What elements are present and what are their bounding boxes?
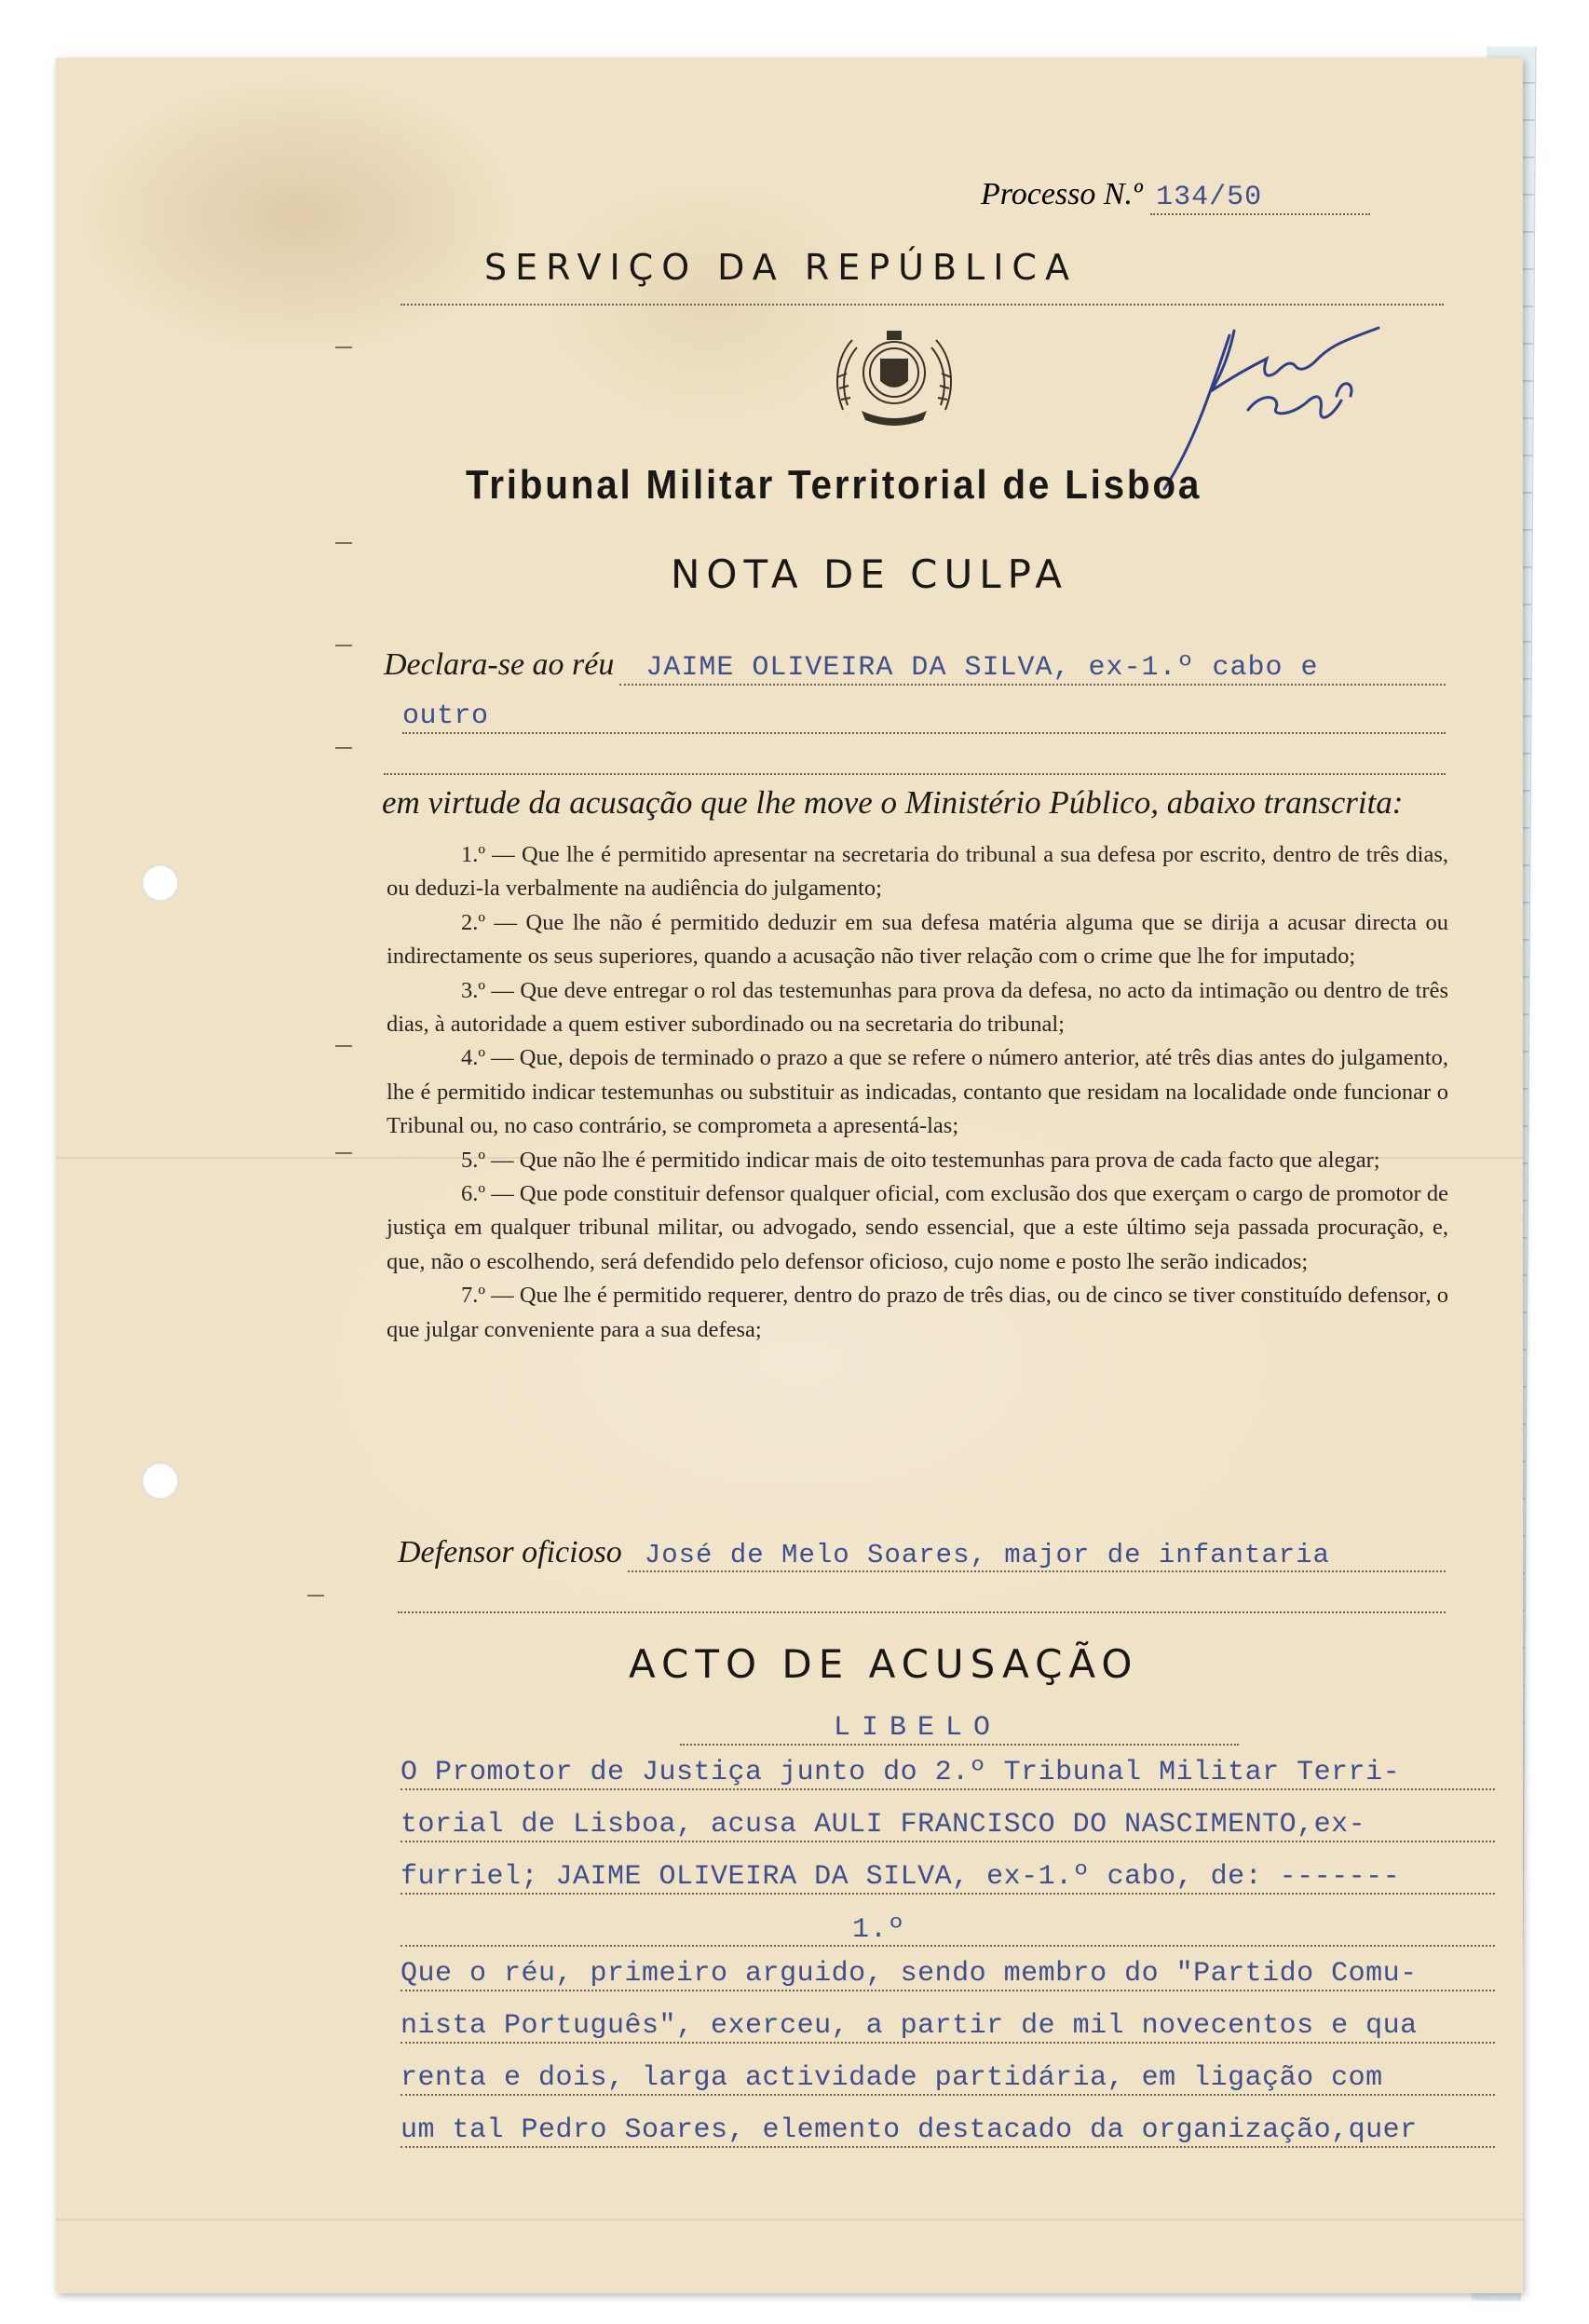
reu-name-line2: outro [402, 700, 1446, 734]
dotted-rule [680, 1744, 1239, 1746]
intro-line-2: torial de Lisboa, acusa AULI FRANCISCO DO NASCIMENTO,ex- [401, 1809, 1495, 1842]
defensor-row [398, 1535, 1446, 1572]
defensor-label: Defensor oficioso [398, 1535, 622, 1570]
rights-paragraphs [387, 838, 1448, 1347]
paragraph-3: 3.º — Que deve entregar o rol das testemunhas para prova da defesa, no acto da intimação ou dentro de três dias, à autoridade a quem estiver subordinado ou na secretaria do tribunal; [387, 977, 1448, 1038]
paragraph-6: 6.º — Que pode constituir defensor qualquer oficial, com exclusão dos que exerçam o cargo de promotor de justiça em qualquer tribunal militar, ou advogado, sendo essencial, que a este último seja passada procuração, e, que, não o escolhendo, será defendido pelo defensor oficioso, cujo nome e posto lhe serão indicados; [387, 1181, 1448, 1274]
section-number: 1.º [852, 1914, 906, 1946]
paragraph-1: 1.º — Que lhe é permitido apresentar na secretaria do tribunal a sua defesa por escrito, dentro de três dias, ou deduzi-la verbalmente na audiência do julgamento; [387, 842, 1448, 902]
paragraph-7: 7.º — Que lhe é permitido requerer, dentro do prazo de três dias, ou de cinco se tiver constituído defensor, o que julgar conveniente para a sua defesa; [387, 1283, 1448, 1342]
margin-mark [335, 747, 352, 749]
margin-mark [335, 1152, 352, 1154]
margin-mark [335, 347, 352, 348]
body-line-1: Que o réu, primeiro arguido, sendo membro do "Partido Comu- [401, 1958, 1495, 1991]
body-line-4: um tal Pedro Soares, elemento destacado da organização,quer [401, 2114, 1495, 2148]
paragraph-5: 5.º — Que não lhe é permitido indicar mais de oito testemunhas para prova de cada facto que alegar; [461, 1147, 1380, 1173]
body-line-3: renta e dois, larga actividade partidária, em ligação com [401, 2062, 1495, 2096]
processo-value: 134/50 [1150, 182, 1370, 215]
coat-of-arms-icon [824, 321, 964, 433]
dotted-rule [401, 1945, 1495, 1947]
margin-mark [335, 1045, 352, 1047]
paragraph-2: 2.º — Que lhe não é permitido deduzir em sua defesa matéria alguma que se dirija a acusar directa ou indirectamente os seus superiores, quando a acusação não tiver relação com o crime que lhe for imputado; [387, 909, 1448, 970]
processo-label: Processo N.º [981, 177, 1143, 211]
intro-line-1: O Promotor de Justiça junto do 2.º Tribunal Militar Terri- [401, 1757, 1495, 1790]
margin-mark [335, 645, 352, 646]
margin-mark [335, 542, 352, 544]
margin-mark [307, 1595, 324, 1597]
acto-title: ACTO DE ACUSAÇÃO [629, 1641, 1139, 1687]
accusation-intro: em virtude da acusação que lhe move o Ministério Público, abaixo transcrita: [382, 784, 1404, 821]
processo-number [981, 177, 1370, 215]
tribunal-name: Tribunal Militar Territorial de Lisboa [466, 462, 1202, 508]
dotted-rule [398, 1611, 1446, 1613]
paragraph-4: 4.º — Que, depois de terminado o prazo a que se refere o número anterior, até três dias antes do julgamento, lhe é permitido indicar testemunhas ou substituir as indicadas, contanto que residam na localidade onde funcionar o Tribunal ou, no caso contrário, se comprometa a apresentá-las; [387, 1045, 1448, 1139]
declara-label: Declara-se ao réu [384, 647, 615, 682]
declara-row [384, 647, 1446, 686]
reu-name-line1: JAIME OLIVEIRA DA SILVA, ex-1.º cabo e [619, 652, 1446, 686]
fold-line [56, 2219, 1523, 2221]
servico-heading: SERVIÇO DA REPÚBLICA [484, 247, 1078, 288]
dotted-rule [401, 304, 1444, 306]
dotted-rule [384, 773, 1446, 775]
defensor-value: José de Melo Soares, major de infantaria [628, 1540, 1446, 1572]
punch-hole [142, 864, 179, 902]
libelo-subtitle: LIBELO [834, 1712, 1002, 1744]
intro-line-3: furriel; JAIME OLIVEIRA DA SILVA, ex-1.º cabo, de: ------- [401, 1861, 1495, 1895]
body-line-2: nista Português", exerceu, a partir de mil novecentos e qua [401, 2010, 1495, 2044]
punch-hole [142, 1462, 179, 1500]
document-title: NOTA DE CULPA [671, 551, 1069, 597]
